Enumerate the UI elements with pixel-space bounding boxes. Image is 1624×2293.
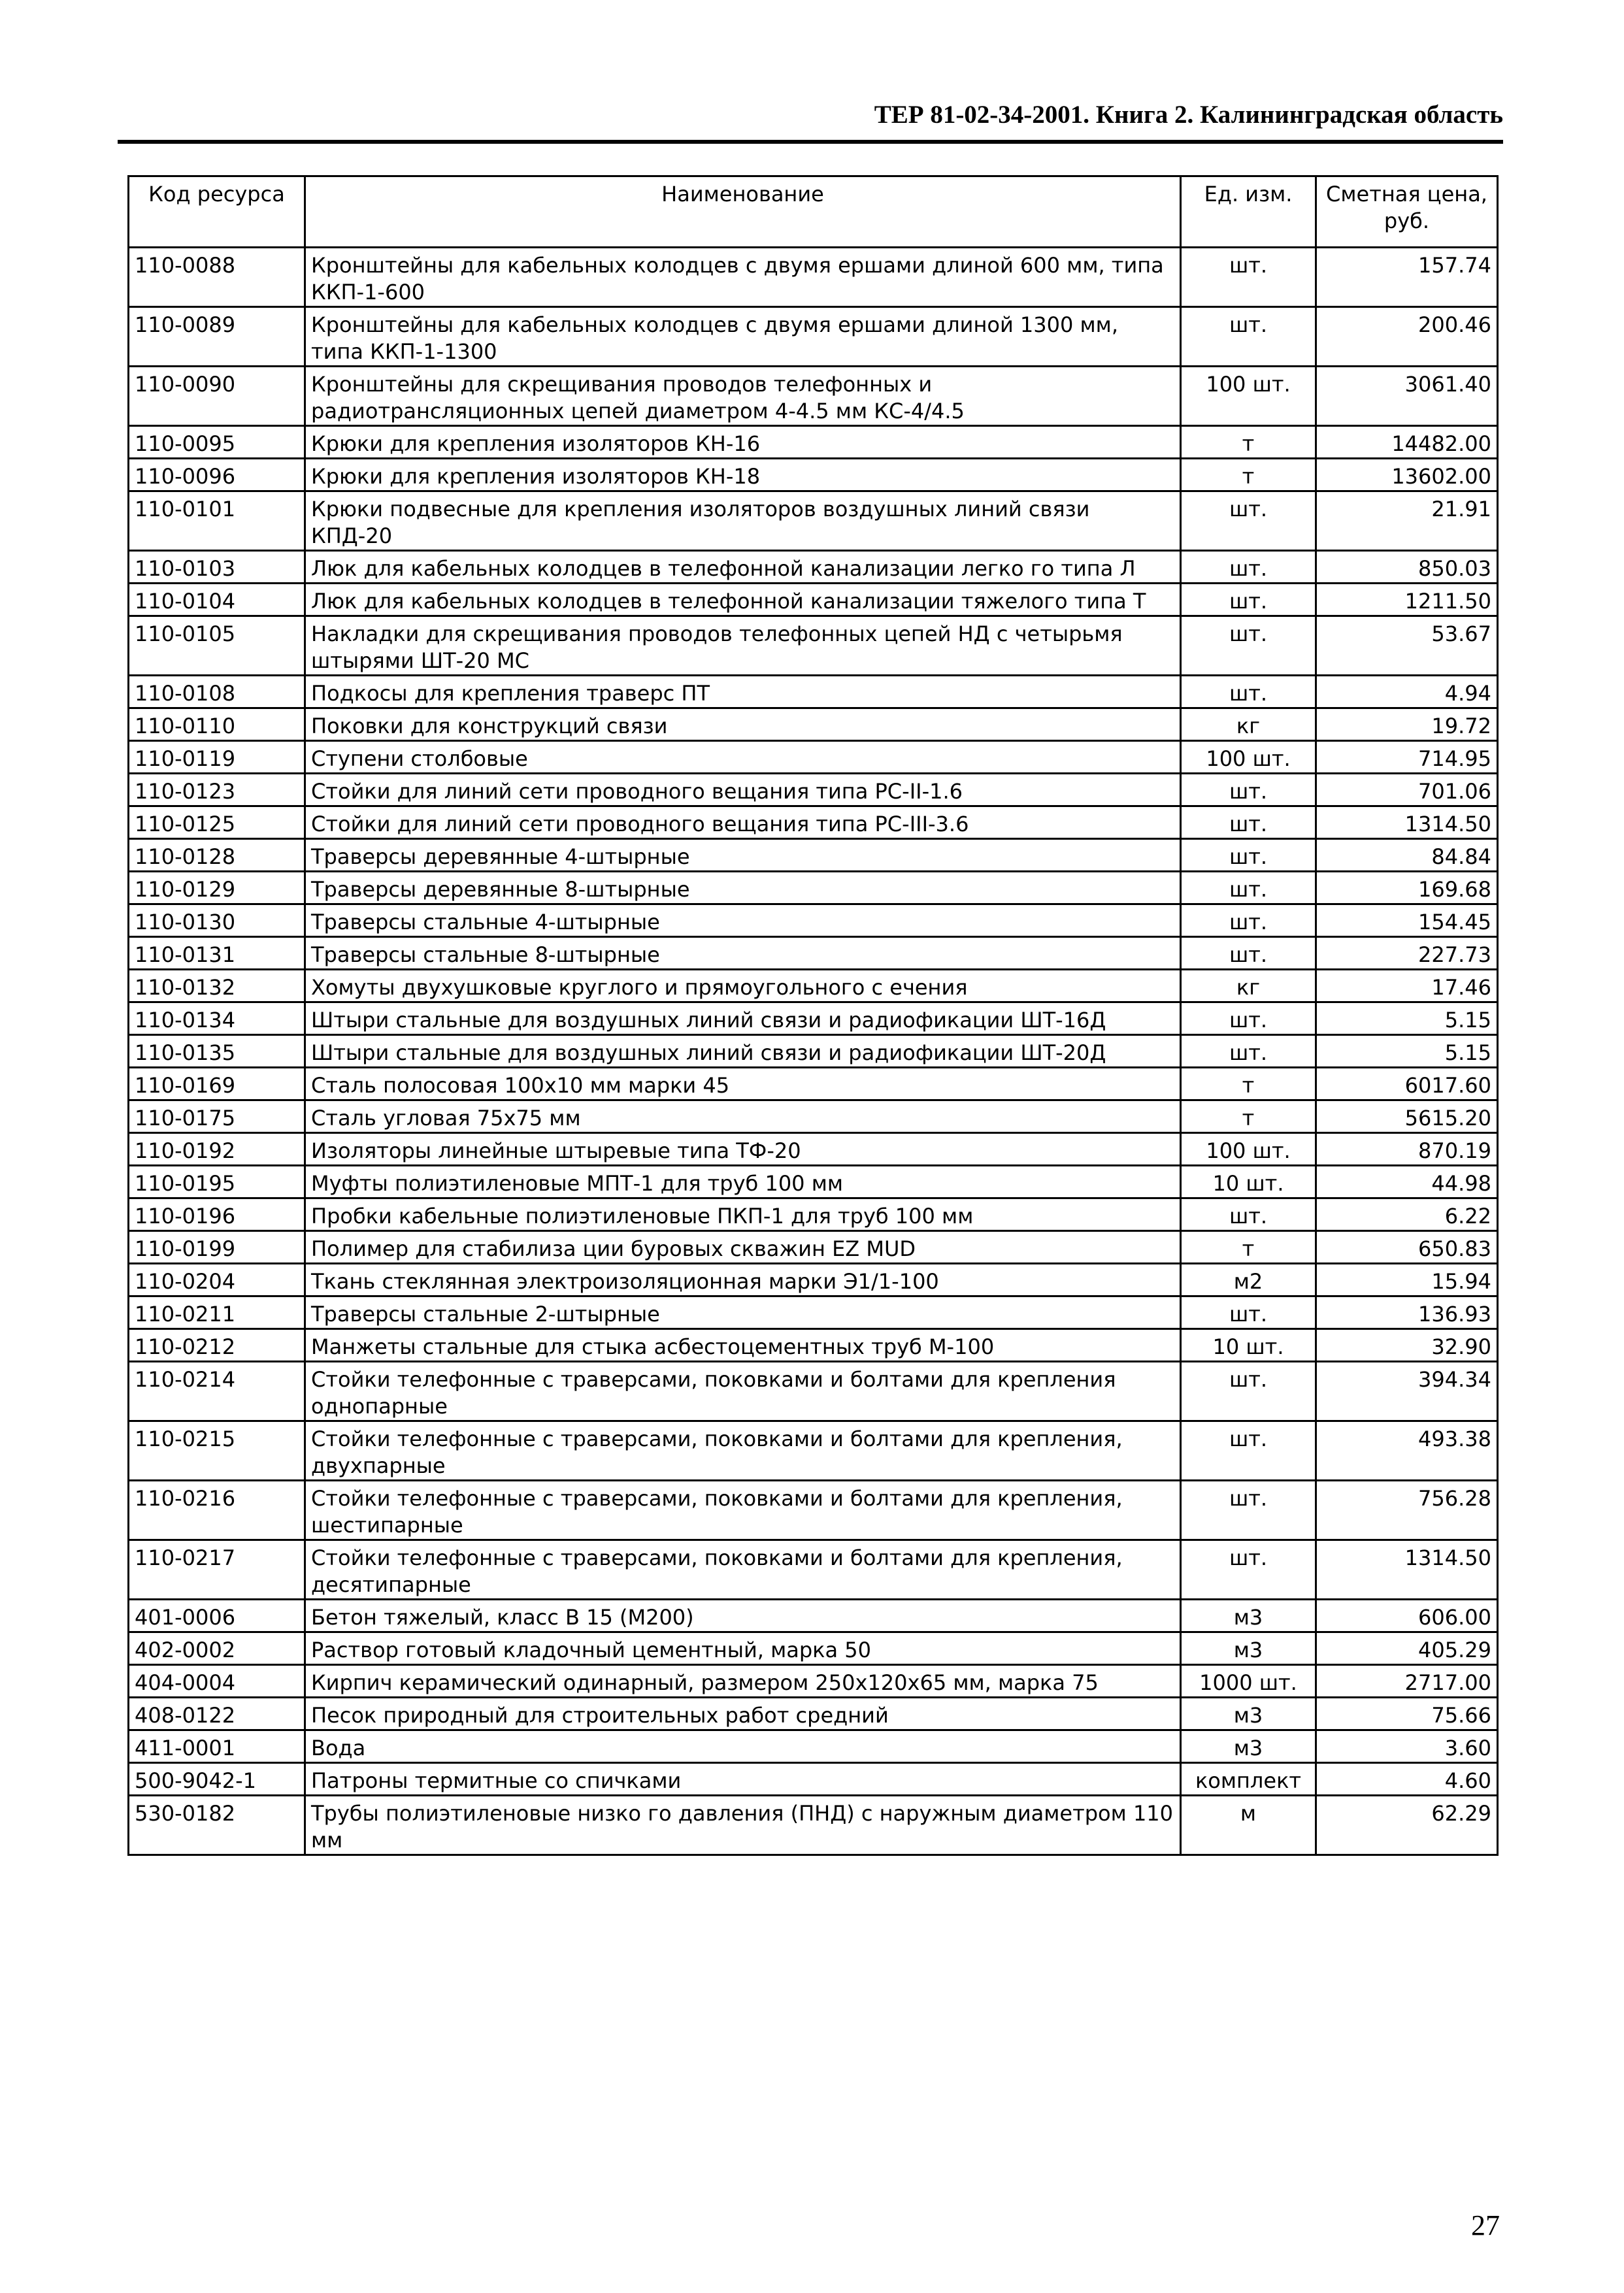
table-row <box>129 1133 1498 1166</box>
unit-of-measure: кг <box>1181 970 1316 1002</box>
unit-of-measure: т <box>1181 459 1316 491</box>
table-row <box>129 1068 1498 1100</box>
resource-name: Трубы полиэтиленовые низко го давления (ПНД) с наружным диаметром 110 мм <box>305 1796 1181 1855</box>
unit-of-measure: шт. <box>1181 774 1316 806</box>
table-row <box>129 1166 1498 1198</box>
resource-name: Крюки для крепления изоляторов КН-16 <box>305 426 1181 459</box>
estimated-price: 15.94 <box>1316 1264 1498 1296</box>
estimated-price: 2717.00 <box>1316 1665 1498 1698</box>
unit-of-measure: т <box>1181 1068 1316 1100</box>
resource-code: 110-0105 <box>129 616 305 676</box>
unit-of-measure: м3 <box>1181 1698 1316 1730</box>
unit-of-measure: м3 <box>1181 1730 1316 1763</box>
table-row <box>129 904 1498 937</box>
resource-code: 110-0131 <box>129 937 305 970</box>
resource-name: Крюки подвесные для крепления изоляторов воздушных линий связи КПД-20 <box>305 491 1181 551</box>
table-row <box>129 1796 1498 1855</box>
resource-name: Стойки телефонные с траверсами, поковками и болтами для крепления, шестипарные <box>305 1481 1181 1540</box>
resource-code: 110-0217 <box>129 1540 305 1600</box>
resource-name: Кирпич керамический одинарный, размером 250х120х65 мм, марка 75 <box>305 1665 1181 1698</box>
resource-name: Стойки телефонные с траверсами, поковками и болтами для крепления однопарные <box>305 1362 1181 1421</box>
resource-name: Кронштейны для кабельных колодцев с двумя ершами длиной 1300 мм, типа ККП-1-1300 <box>305 307 1181 367</box>
resource-name: Поковки для конструкций связи <box>305 708 1181 741</box>
estimated-price: 200.46 <box>1316 307 1498 367</box>
unit-of-measure: шт. <box>1181 872 1316 904</box>
resource-name: Люк для кабельных колодцев в телефонной канализации легко го типа Л <box>305 551 1181 584</box>
table-row <box>129 584 1498 616</box>
table-row <box>129 551 1498 584</box>
resource-code: 110-0135 <box>129 1035 305 1068</box>
table-row <box>129 491 1498 551</box>
estimated-price: 17.46 <box>1316 970 1498 1002</box>
estimated-price: 136.93 <box>1316 1296 1498 1329</box>
unit-of-measure: м3 <box>1181 1632 1316 1665</box>
resource-price-table <box>127 175 1499 1856</box>
resource-code: 110-0211 <box>129 1296 305 1329</box>
estimated-price: 1211.50 <box>1316 584 1498 616</box>
resource-name: Кронштейны для кабельных колодцев с двумя ершами длиной 600 мм, типа ККП-1-600 <box>305 248 1181 307</box>
unit-of-measure: шт. <box>1181 248 1316 307</box>
resource-code: 404-0004 <box>129 1665 305 1698</box>
estimated-price: 850.03 <box>1316 551 1498 584</box>
unit-of-measure: шт. <box>1181 616 1316 676</box>
document-title: ТЕР 81-02-34-2001. Книга 2. Калининградская область <box>874 101 1503 129</box>
resource-code: 500-9042-1 <box>129 1763 305 1796</box>
resource-name: Траверсы деревянные 8-штырные <box>305 872 1181 904</box>
table-row <box>129 937 1498 970</box>
resource-name: Ткань стеклянная электроизоляционная марки Э1/1-100 <box>305 1264 1181 1296</box>
unit-of-measure: шт. <box>1181 1035 1316 1068</box>
resource-code: 110-0125 <box>129 806 305 839</box>
resource-code: 110-0128 <box>129 839 305 872</box>
table-row <box>129 1730 1498 1763</box>
table-row <box>129 741 1498 774</box>
unit-of-measure: шт. <box>1181 1540 1316 1600</box>
unit-of-measure: шт. <box>1181 1296 1316 1329</box>
resource-name: Раствор готовый кладочный цементный, марка 50 <box>305 1632 1181 1665</box>
resource-code: 110-0134 <box>129 1002 305 1035</box>
table-row <box>129 1481 1498 1540</box>
resource-code: 402-0002 <box>129 1632 305 1665</box>
unit-of-measure: м2 <box>1181 1264 1316 1296</box>
estimated-price: 650.83 <box>1316 1231 1498 1264</box>
table-body <box>129 248 1498 1855</box>
unit-of-measure: шт. <box>1181 1421 1316 1481</box>
resource-code: 110-0169 <box>129 1068 305 1100</box>
table-header-row <box>129 176 1498 248</box>
resource-code: 110-0214 <box>129 1362 305 1421</box>
estimated-price: 154.45 <box>1316 904 1498 937</box>
resource-name: Крюки для крепления изоляторов КН-18 <box>305 459 1181 491</box>
resource-code: 110-0196 <box>129 1198 305 1231</box>
unit-of-measure: шт. <box>1181 937 1316 970</box>
resource-name: Стойки для линий сети проводного вещания типа РС-III-3.6 <box>305 806 1181 839</box>
estimated-price: 1314.50 <box>1316 806 1498 839</box>
resource-code: 110-0215 <box>129 1421 305 1481</box>
resource-name: Бетон тяжелый, класс В 15 (М200) <box>305 1600 1181 1632</box>
estimated-price: 157.74 <box>1316 248 1498 307</box>
page-header <box>118 98 1503 144</box>
resource-code: 110-0103 <box>129 551 305 584</box>
unit-of-measure: 10 шт. <box>1181 1166 1316 1198</box>
resource-name: Изоляторы линейные штыревые типа ТФ-20 <box>305 1133 1181 1166</box>
table-row <box>129 1035 1498 1068</box>
unit-of-measure: шт. <box>1181 307 1316 367</box>
estimated-price: 227.73 <box>1316 937 1498 970</box>
resource-name: Траверсы стальные 4-штырные <box>305 904 1181 937</box>
resource-code: 110-0192 <box>129 1133 305 1166</box>
resource-name: Штыри стальные для воздушных линий связи и радиофикации ШТ-16Д <box>305 1002 1181 1035</box>
unit-of-measure: шт. <box>1181 1362 1316 1421</box>
table-row <box>129 1632 1498 1665</box>
estimated-price: 493.38 <box>1316 1421 1498 1481</box>
estimated-price: 84.84 <box>1316 839 1498 872</box>
estimated-price: 53.67 <box>1316 616 1498 676</box>
resource-code: 110-0123 <box>129 774 305 806</box>
resource-name: Песок природный для строительных работ средний <box>305 1698 1181 1730</box>
table-row <box>129 1002 1498 1035</box>
table-row <box>129 708 1498 741</box>
table-row <box>129 1698 1498 1730</box>
resource-code: 110-0212 <box>129 1329 305 1362</box>
unit-of-measure: шт. <box>1181 551 1316 584</box>
table-row <box>129 872 1498 904</box>
resource-name: Люк для кабельных колодцев в телефонной канализации тяжелого типа Т <box>305 584 1181 616</box>
resource-name: Вода <box>305 1730 1181 1763</box>
table-row <box>129 970 1498 1002</box>
estimated-price: 21.91 <box>1316 491 1498 551</box>
table-row <box>129 426 1498 459</box>
unit-of-measure: 1000 шт. <box>1181 1665 1316 1698</box>
estimated-price: 756.28 <box>1316 1481 1498 1540</box>
unit-of-measure: т <box>1181 1231 1316 1264</box>
resource-name: Ступени столбовые <box>305 741 1181 774</box>
estimated-price: 3061.40 <box>1316 367 1498 426</box>
table-row <box>129 1540 1498 1600</box>
unit-of-measure: шт. <box>1181 904 1316 937</box>
unit-of-measure: т <box>1181 1100 1316 1133</box>
estimated-price: 62.29 <box>1316 1796 1498 1855</box>
estimated-price: 870.19 <box>1316 1133 1498 1166</box>
estimated-price: 1314.50 <box>1316 1540 1498 1600</box>
unit-of-measure: 100 шт. <box>1181 367 1316 426</box>
resource-code: 110-0204 <box>129 1264 305 1296</box>
resource-code: 110-0108 <box>129 676 305 708</box>
resource-code: 110-0088 <box>129 248 305 307</box>
resource-code: 110-0101 <box>129 491 305 551</box>
table-row <box>129 248 1498 307</box>
table-row <box>129 774 1498 806</box>
resource-name: Полимер для стабилиза ции буровых скважин EZ MUD <box>305 1231 1181 1264</box>
resource-name: Траверсы стальные 2-штырные <box>305 1296 1181 1329</box>
table-row <box>129 1421 1498 1481</box>
estimated-price: 701.06 <box>1316 774 1498 806</box>
table-row <box>129 1329 1498 1362</box>
estimated-price: 6.22 <box>1316 1198 1498 1231</box>
resource-code: 110-0095 <box>129 426 305 459</box>
unit-of-measure: кг <box>1181 708 1316 741</box>
resource-code: 110-0129 <box>129 872 305 904</box>
resource-name: Хомуты двухушковые круглого и прямоугольного с ечения <box>305 970 1181 1002</box>
unit-of-measure: т <box>1181 426 1316 459</box>
table-row <box>129 367 1498 426</box>
estimated-price: 5.15 <box>1316 1002 1498 1035</box>
resource-code: 110-0096 <box>129 459 305 491</box>
resource-code: 110-0216 <box>129 1481 305 1540</box>
resource-code: 110-0199 <box>129 1231 305 1264</box>
table-row <box>129 1231 1498 1264</box>
resource-name: Подкосы для крепления траверс ПТ <box>305 676 1181 708</box>
column-header-price: Сметная цена, руб. <box>1316 176 1498 248</box>
table-row <box>129 1665 1498 1698</box>
resource-code: 110-0110 <box>129 708 305 741</box>
unit-of-measure: м3 <box>1181 1600 1316 1632</box>
estimated-price: 13602.00 <box>1316 459 1498 491</box>
resource-code: 530-0182 <box>129 1796 305 1855</box>
resource-code: 110-0119 <box>129 741 305 774</box>
resource-name: Стойки для линий сети проводного вещания типа РС-II-1.6 <box>305 774 1181 806</box>
resource-name: Стойки телефонные с траверсами, поковками и болтами для крепления, двухпарные <box>305 1421 1181 1481</box>
resource-name: Манжеты стальные для стыка асбестоцементных труб М-100 <box>305 1329 1181 1362</box>
unit-of-measure: 100 шт. <box>1181 1133 1316 1166</box>
resource-code: 110-0104 <box>129 584 305 616</box>
estimated-price: 14482.00 <box>1316 426 1498 459</box>
table-row <box>129 839 1498 872</box>
resource-code: 411-0001 <box>129 1730 305 1763</box>
estimated-price: 4.94 <box>1316 676 1498 708</box>
resource-name: Траверсы деревянные 4-штырные <box>305 839 1181 872</box>
column-header-unit: Ед. изм. <box>1181 176 1316 248</box>
resource-name: Стойки телефонные с траверсами, поковками и болтами для крепления, десятипарные <box>305 1540 1181 1600</box>
table-row <box>129 459 1498 491</box>
estimated-price: 44.98 <box>1316 1166 1498 1198</box>
resource-code: 110-0175 <box>129 1100 305 1133</box>
resource-name: Сталь угловая 75х75 мм <box>305 1100 1181 1133</box>
unit-of-measure: 100 шт. <box>1181 741 1316 774</box>
table-row <box>129 1264 1498 1296</box>
resource-name: Кронштейны для скрещивания проводов телефонных и радиотрансляционных цепей диаметром 4-4.5 мм КС-4/4.5 <box>305 367 1181 426</box>
table-row <box>129 676 1498 708</box>
resource-name: Муфты полиэтиленовые МПТ-1 для труб 100 мм <box>305 1166 1181 1198</box>
table-row <box>129 1600 1498 1632</box>
column-header-name: Наименование <box>305 176 1181 248</box>
resource-name: Сталь полосовая 100х10 мм марки 45 <box>305 1068 1181 1100</box>
unit-of-measure: шт. <box>1181 839 1316 872</box>
resource-name: Пробки кабельные полиэтиленовые ПКП-1 для труб 100 мм <box>305 1198 1181 1231</box>
estimated-price: 394.34 <box>1316 1362 1498 1421</box>
table-row <box>129 1763 1498 1796</box>
table-row <box>129 806 1498 839</box>
unit-of-measure: м <box>1181 1796 1316 1855</box>
table-row <box>129 1296 1498 1329</box>
unit-of-measure: шт. <box>1181 491 1316 551</box>
resource-code: 110-0089 <box>129 307 305 367</box>
estimated-price: 5615.20 <box>1316 1100 1498 1133</box>
table-row <box>129 616 1498 676</box>
estimated-price: 5.15 <box>1316 1035 1498 1068</box>
resource-code: 110-0132 <box>129 970 305 1002</box>
page-number: 27 <box>1471 2209 1500 2241</box>
estimated-price: 6017.60 <box>1316 1068 1498 1100</box>
estimated-price: 3.60 <box>1316 1730 1498 1763</box>
resource-name: Траверсы стальные 8-штырные <box>305 937 1181 970</box>
resource-code: 401-0006 <box>129 1600 305 1632</box>
estimated-price: 75.66 <box>1316 1698 1498 1730</box>
unit-of-measure: шт. <box>1181 676 1316 708</box>
resource-name: Штыри стальные для воздушных линий связи и радиофикации ШТ-20Д <box>305 1035 1181 1068</box>
table-row <box>129 1100 1498 1133</box>
estimated-price: 714.95 <box>1316 741 1498 774</box>
resource-name: Патроны термитные со спичками <box>305 1763 1181 1796</box>
table-row <box>129 1362 1498 1421</box>
unit-of-measure: шт. <box>1181 584 1316 616</box>
estimated-price: 405.29 <box>1316 1632 1498 1665</box>
resource-code: 110-0195 <box>129 1166 305 1198</box>
estimated-price: 169.68 <box>1316 872 1498 904</box>
resource-code: 110-0130 <box>129 904 305 937</box>
unit-of-measure: шт. <box>1181 806 1316 839</box>
unit-of-measure: шт. <box>1181 1002 1316 1035</box>
unit-of-measure: шт. <box>1181 1481 1316 1540</box>
table-row <box>129 1198 1498 1231</box>
estimated-price: 4.60 <box>1316 1763 1498 1796</box>
estimated-price: 32.90 <box>1316 1329 1498 1362</box>
unit-of-measure: шт. <box>1181 1198 1316 1231</box>
unit-of-measure: 10 шт. <box>1181 1329 1316 1362</box>
estimated-price: 19.72 <box>1316 708 1498 741</box>
resource-code: 408-0122 <box>129 1698 305 1730</box>
estimated-price: 606.00 <box>1316 1600 1498 1632</box>
resource-code: 110-0090 <box>129 367 305 426</box>
unit-of-measure: комплект <box>1181 1763 1316 1796</box>
resource-name: Накладки для скрещивания проводов телефонных цепей НД с четырьмя штырями ШТ-20 МС <box>305 616 1181 676</box>
column-header-code: Код ресурса <box>129 176 305 248</box>
table-row <box>129 307 1498 367</box>
